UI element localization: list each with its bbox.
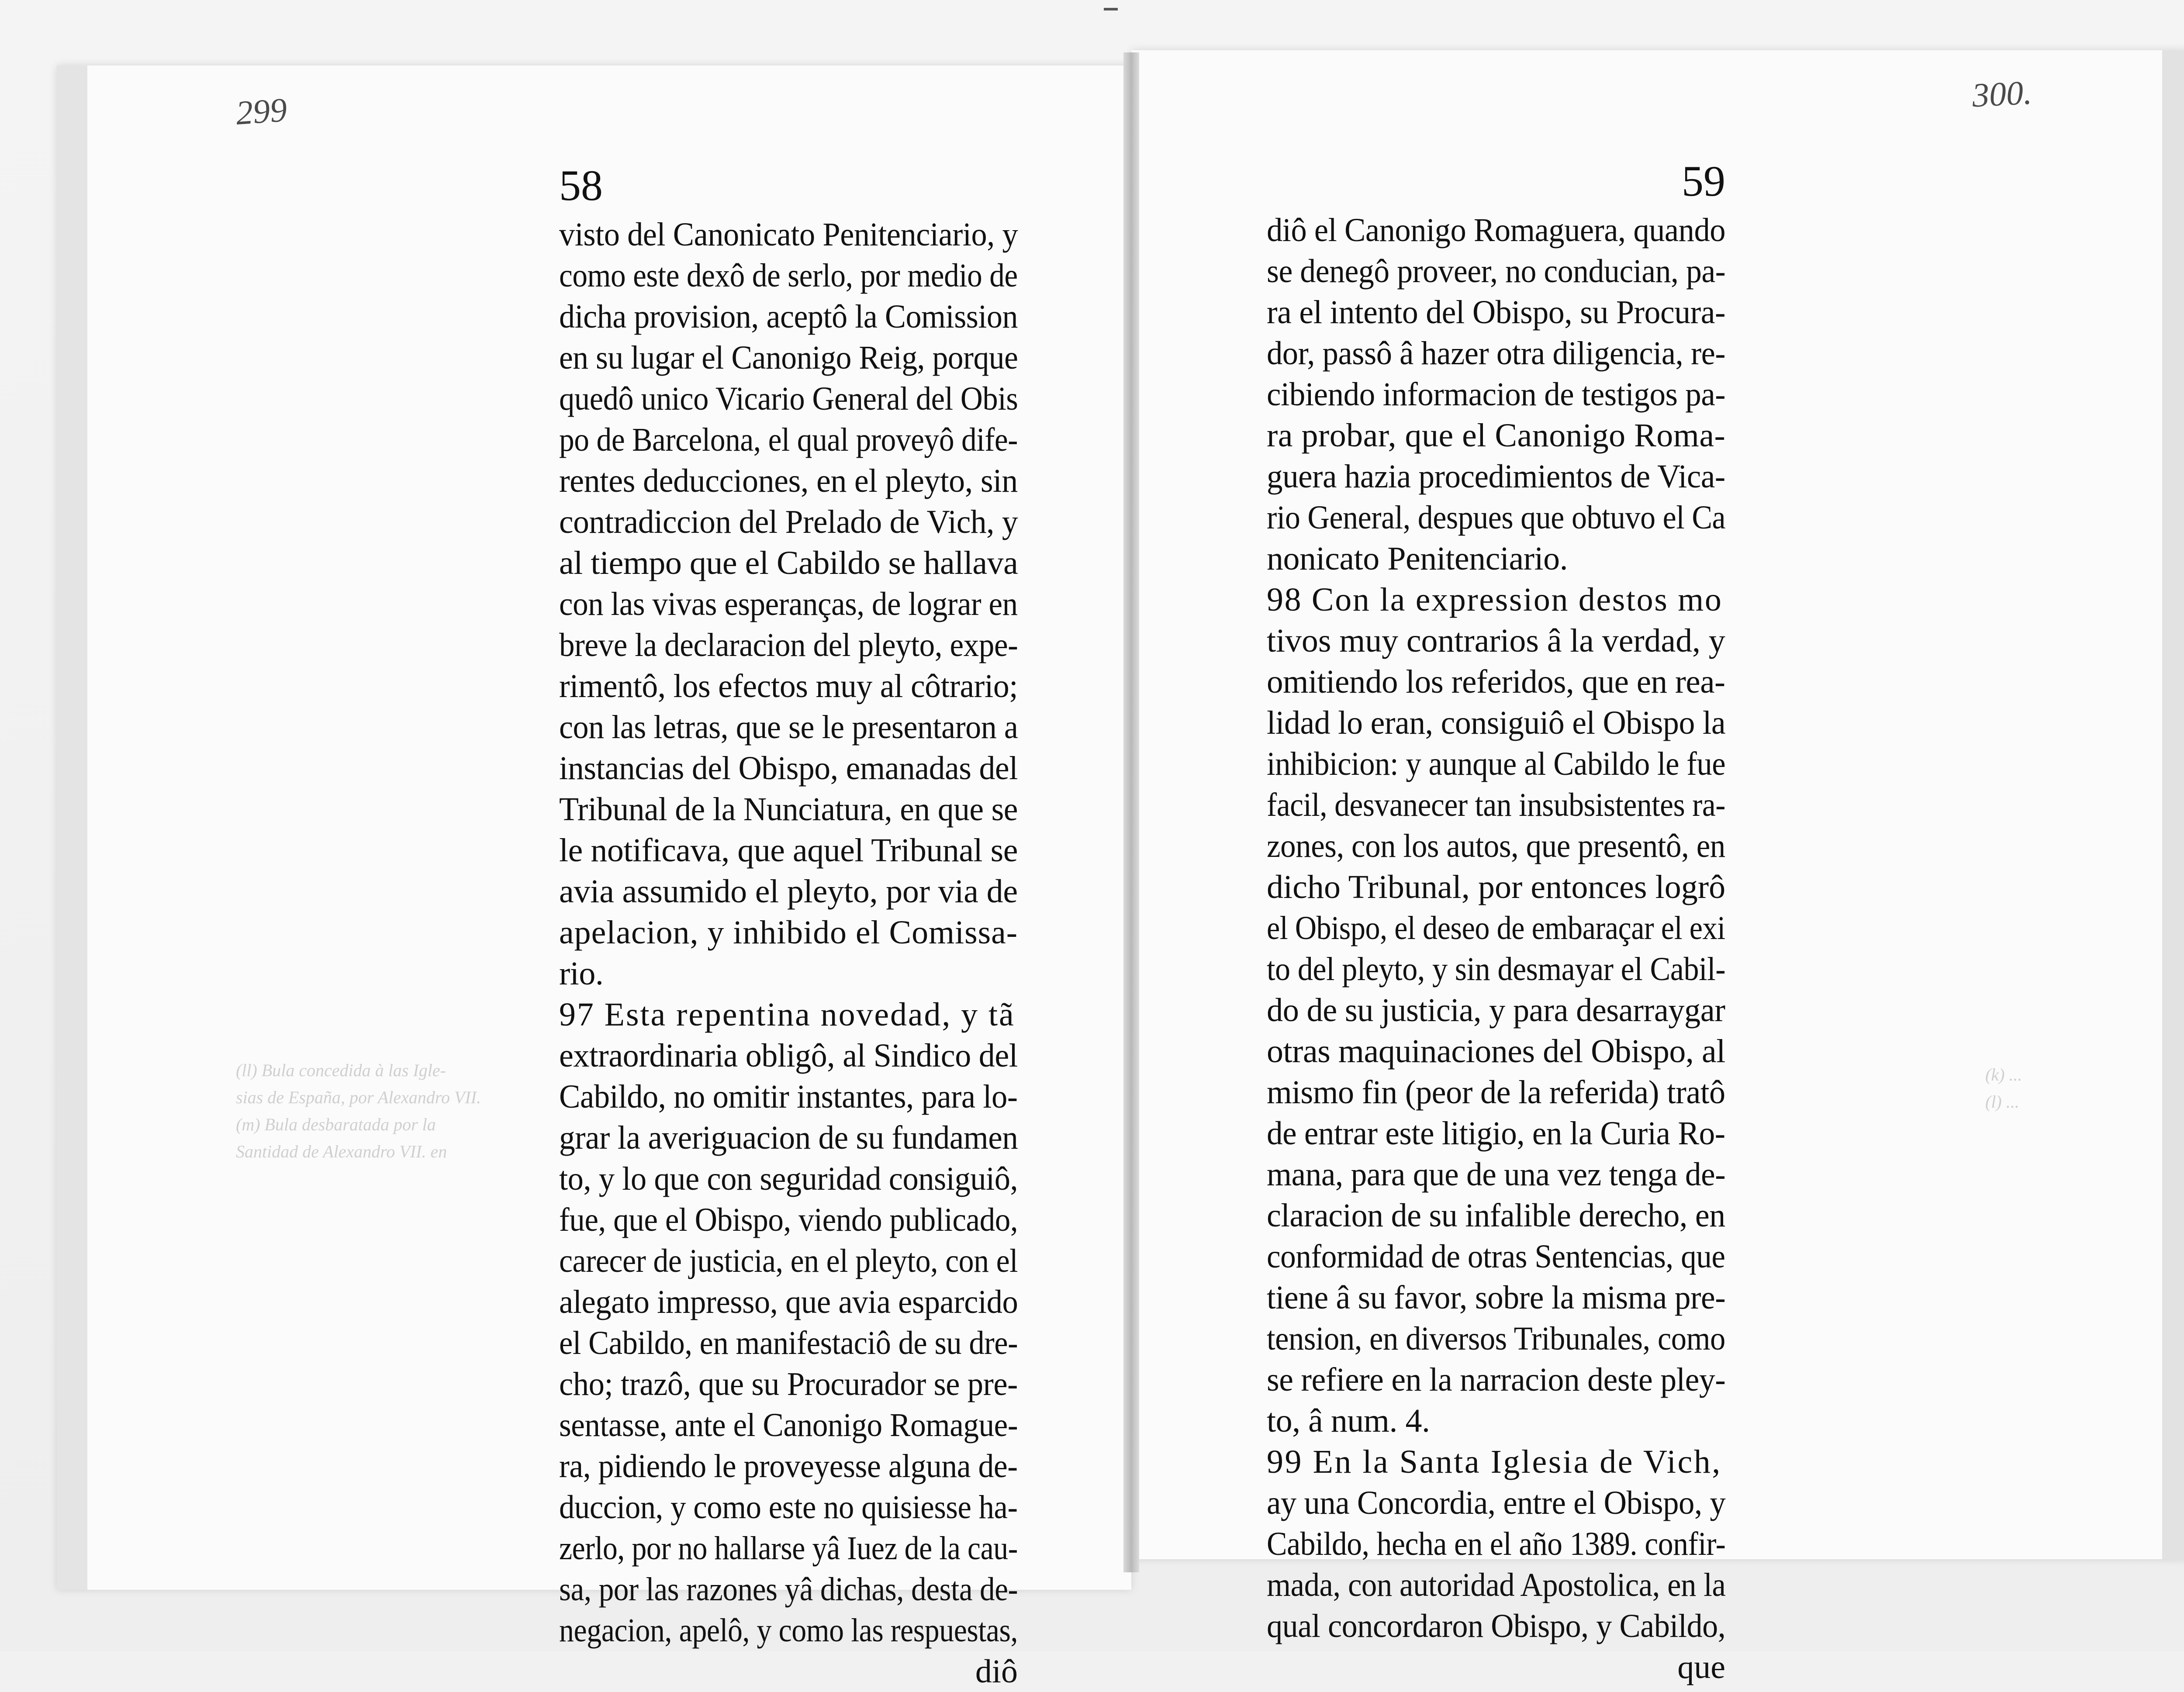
- text-line: al tiempo que el Cabildo se hallava: [559, 545, 1018, 581]
- bleed-line: (l) ...: [1985, 1092, 2019, 1112]
- text-line: con las letras, que se le presentaron a: [559, 709, 1018, 746]
- bleed-line: (m) Bula desbaratada por la: [236, 1115, 436, 1134]
- text-line: dor, passô â hazer otra diligencia, re-: [1267, 335, 1726, 372]
- catchword: diô: [975, 1653, 1018, 1690]
- right-bleed-through: [1985, 1061, 2169, 1115]
- text-line: otras maquinaciones del Obispo, al: [1267, 1033, 1725, 1070]
- text-line: tivos muy contrarios â la verdad, y: [1267, 622, 1725, 659]
- text-line: ra, pidiendo le proveyesse alguna de-: [559, 1448, 1018, 1485]
- text-line: 97 Esta repentina novedad, y tã: [559, 996, 1015, 1033]
- text-line: mismo fin (peor de la referida) tratô: [1267, 1074, 1725, 1111]
- text-line: grar la averiguacion de su fundamen: [559, 1119, 1018, 1156]
- text-line: ra probar, que el Canonigo Roma-: [1267, 417, 1726, 454]
- text-line: qual concordaron Obispo, y Cabildo,: [1267, 1608, 1726, 1644]
- scan-edge-mark: [1104, 8, 1118, 10]
- left-folio-number: 299: [235, 90, 288, 132]
- text-line: zones, con los autos, que presentô, en: [1267, 828, 1725, 864]
- text-line: omitiendo los referidos, que en rea-: [1267, 663, 1725, 700]
- right-text-column: [1267, 157, 1725, 1688]
- text-line: avia assumido el pleyto, por via de: [559, 873, 1018, 910]
- text-line: breve la declaracion del pleyto, expe-: [559, 627, 1018, 663]
- text-line: duccion, y como este no quisiesse ha-: [559, 1489, 1018, 1526]
- text-line: 98 Con la expression destos mo: [1267, 581, 1723, 618]
- text-line: rimentô, los efectos muy al côtrario;: [559, 668, 1018, 704]
- book-gutter: [1123, 52, 1139, 1572]
- left-text-column: [559, 162, 1018, 1692]
- text-line: rio General, despues que obtuvo el Ca: [1267, 499, 1726, 536]
- left-text-lines: [559, 214, 1018, 1651]
- text-line: mada, con autoridad Apostolica, en la: [1267, 1567, 1726, 1603]
- bleed-line: sias de España, por Alexandro VII.: [236, 1088, 481, 1107]
- text-line: el Cabildo, en manifestaciô de su dre-: [559, 1325, 1018, 1361]
- text-line: Cabildo, no omitir instantes, para lo-: [559, 1078, 1018, 1115]
- text-line: el Obispo, el deseo de embaraçar el exi: [1267, 910, 1725, 946]
- bleed-line: Santidad de Alexandro VII. en: [236, 1142, 447, 1161]
- text-line: sentasse, ante el Canonigo Romague-: [559, 1407, 1018, 1443]
- text-line: apelacion, y inhibido el Comissa-: [559, 914, 1018, 951]
- text-line: conformidad de otras Sentencias, que: [1267, 1238, 1725, 1275]
- text-line: zerlo, por no hallarse yâ Iuez de la cau-: [559, 1530, 1018, 1567]
- right-folio-number: 300.: [1971, 73, 2033, 114]
- text-line: nonicato Penitenciario.: [1267, 540, 1568, 577]
- text-line: sa, por las razones yâ dichas, desta de-: [559, 1571, 1018, 1608]
- text-line: alegato impresso, que avia esparcido: [559, 1284, 1018, 1320]
- text-line: facil, desvanecer tan insubsistentes ra-: [1267, 787, 1725, 823]
- text-line: con las vivas esperanças, de lograr en: [559, 586, 1018, 622]
- text-line: ay una Concordia, entre el Obispo, y: [1267, 1485, 1726, 1521]
- text-line: claracion de su infalible derecho, en: [1267, 1197, 1725, 1234]
- text-line: rio.: [559, 955, 604, 992]
- text-line: mana, para que de una vez tenga de-: [1267, 1156, 1726, 1193]
- text-line: en su lugar el Canonigo Reig, porque: [559, 339, 1018, 376]
- text-line: to, â num. 4.: [1267, 1402, 1430, 1439]
- bleed-line: (ll) Bula concedida à las Igle-: [236, 1060, 446, 1080]
- text-line: contradiccion del Prelado de Vich, y: [559, 504, 1018, 540]
- bleed-line: (k) ...: [1985, 1065, 2022, 1084]
- page-number: 59: [1682, 157, 1725, 205]
- text-line: guera hazia procedimientos de Vica-: [1267, 458, 1725, 495]
- text-line: negacion, apelô, y como las respuestas,: [559, 1612, 1018, 1649]
- text-line: se refiere en la narracion deste pley-: [1267, 1361, 1726, 1398]
- text-line: se denegô proveer, no conducian, pa-: [1267, 253, 1726, 290]
- text-line: fue, que el Obispo, viendo publicado,: [559, 1202, 1018, 1238]
- text-line: quedô unico Vicario General del Obis: [559, 380, 1018, 417]
- text-line: extraordinaria obligô, al Sindico del: [559, 1037, 1018, 1074]
- text-line: Cabildo, hecha en el año 1389. confir-: [1267, 1526, 1726, 1562]
- left-bleed-through: [236, 1057, 550, 1165]
- text-line: rentes deducciones, en el pleyto, sin: [559, 463, 1018, 499]
- text-line: cho; trazô, que su Procurador se pre-: [559, 1366, 1018, 1402]
- text-line: instancias del Obispo, emanadas del: [559, 750, 1018, 787]
- text-line: le notificava, que aquel Tribunal se: [559, 832, 1018, 869]
- text-line: visto del Canonicato Penitenciario, y: [559, 216, 1018, 253]
- text-line: inhibicion: y aunque al Cabildo le fue: [1267, 746, 1726, 782]
- right-text-lines: [1267, 210, 1725, 1647]
- text-line: carecer de justicia, en el pleyto, con el: [559, 1243, 1018, 1279]
- text-line: Tribunal de la Nunciatura, en que se: [559, 791, 1018, 828]
- text-line: tension, en diversos Tribunales, como: [1267, 1320, 1725, 1357]
- text-line: de entrar este litigio, en la Curia Ro-: [1267, 1115, 1725, 1152]
- text-line: to del pleyto, y sin desmayar el Cabil-: [1267, 951, 1726, 988]
- text-line: como este dexô de serlo, por medio de: [559, 257, 1018, 294]
- text-line: dicho Tribunal, por entonces logrô: [1267, 869, 1726, 905]
- text-line: po de Barcelona, el qual proveyô dife-: [559, 421, 1018, 458]
- text-line: cibiendo informacion de testigos pa-: [1267, 376, 1726, 413]
- text-line: 99 En la Santa Iglesia de Vich,: [1267, 1443, 1722, 1480]
- text-line: tiene â su favor, sobre la misma pre-: [1267, 1279, 1726, 1316]
- text-line: ra el intento del Obispo, su Procura-: [1267, 294, 1726, 331]
- text-line: do de su justicia, y para desarraygar: [1267, 992, 1725, 1029]
- text-line: dicha provision, aceptô la Comission: [559, 298, 1018, 335]
- text-line: to, y lo que con seguridad consiguiô,: [559, 1160, 1018, 1197]
- catchword: que: [1677, 1649, 1725, 1685]
- page-number: 58: [559, 161, 603, 210]
- text-line: diô el Canonigo Romaguera, quando: [1267, 212, 1726, 249]
- text-line: lidad lo eran, consiguiô el Obispo la: [1267, 704, 1726, 741]
